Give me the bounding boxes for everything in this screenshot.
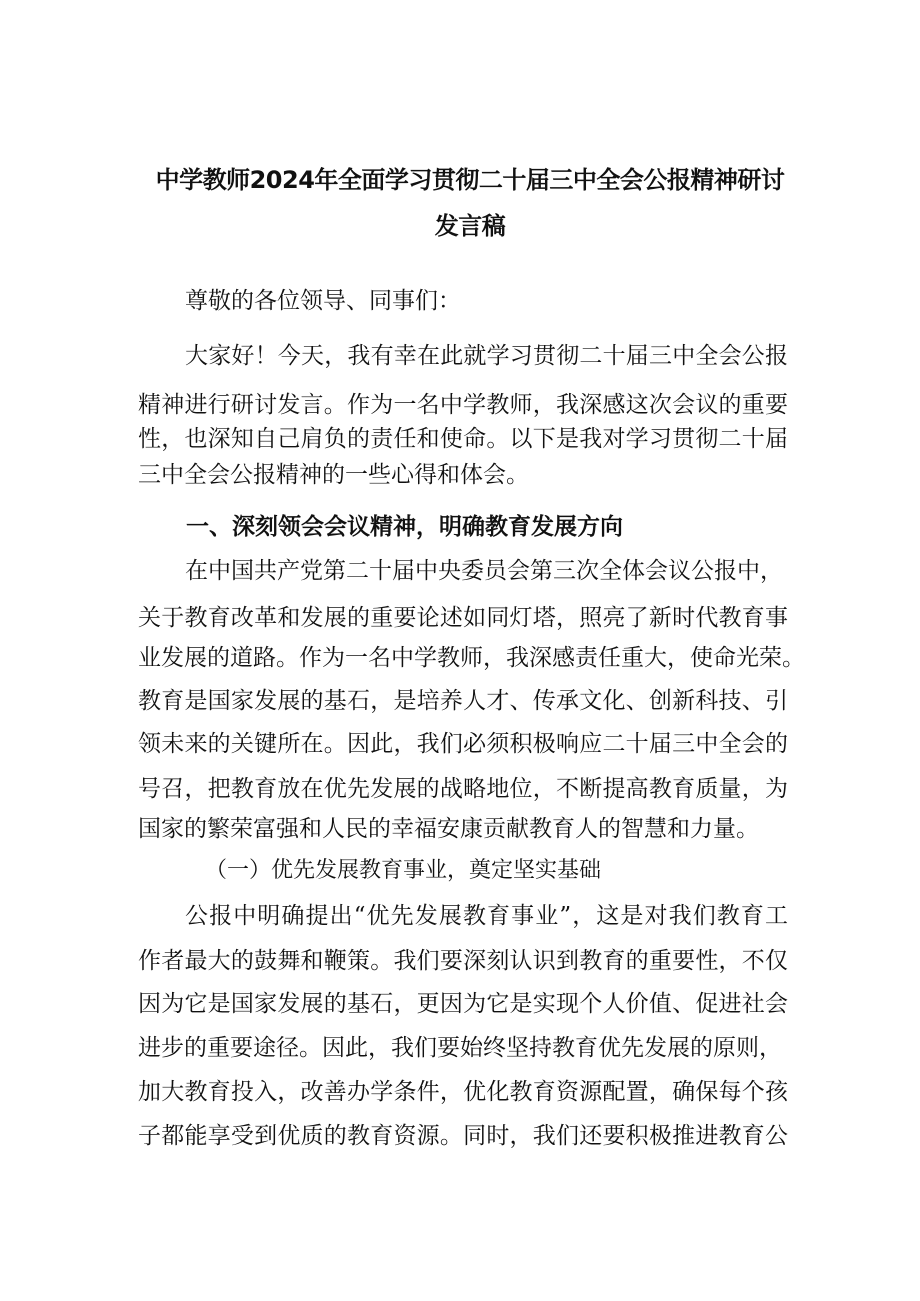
intro-line-1: 大家好！今天，我有幸在此就学习贯彻二十届三中全会公报	[185, 343, 788, 369]
section-1-line-3: 业发展的道路。作为一名中学教师，我深感责任重大，使命光荣。	[138, 645, 805, 671]
intro-line-2: 精神进行研讨发言。作为一名中学教师，我深感这次会议的重要	[138, 392, 788, 418]
salutation: 尊敬的各位领导、同事们：	[185, 288, 461, 314]
section-1-line-4: 教育是国家发展的基石，是培养人才、传承文化、创新科技、引	[138, 688, 788, 714]
subsection-1-line-3: 因为它是国家发展的基石，更因为它是实现个人价值、促进社会	[138, 991, 788, 1017]
intro-line-4: 三中全会公报精神的一些心得和体会。	[138, 462, 529, 488]
section-1-line-7: 国家的繁荣富强和人民的幸福安康贡献教育人的智慧和力量。	[138, 816, 759, 842]
document-title-line-1: 中学教师2024年全面学习贯彻二十届三中全会公报精神研讨	[155, 166, 785, 194]
document-title-line-2: 发言稿	[434, 212, 506, 240]
subsection-1-line-5: 加大教育投入，改善办学条件，优化教育资源配置，确保每个孩	[138, 1079, 788, 1105]
section-1-heading: 一、深刻领会会议精神，明确教育发展方向	[186, 514, 623, 540]
subsection-1-heading: （一）优先发展教育事业，奠定坚实基础	[205, 858, 602, 883]
subsection-1-line-1: 公报中明确提出“优先发展教育事业”，这是对我们教育工	[185, 903, 788, 929]
subsection-1-line-6: 子都能享受到优质的教育资源。同时，我们还要积极推进教育公	[138, 1123, 788, 1149]
intro-line-3: 性，也深知自己肩负的责任和使命。以下是我对学习贯彻二十届	[138, 426, 788, 452]
subsection-1-line-4: 进步的重要途径。因此，我们要始终坚持教育优先发展的原则，	[138, 1035, 782, 1061]
section-1-line-2: 关于教育改革和发展的重要论述如同灯塔，照亮了新时代教育事	[138, 605, 788, 631]
section-1-line-5: 领未来的关键所在。因此，我们必须积极响应二十届三中全会的	[138, 731, 788, 757]
section-1-line-1: 在中国共产党第二十届中央委员会第三次全体会议公报中，	[185, 558, 783, 584]
subsection-1-line-2: 作者最大的鼓舞和鞭策。我们要深刻认识到教育的重要性，不仅	[138, 948, 788, 974]
section-1-line-6: 号召，把教育放在优先发展的战略地位，不断提高教育质量，为	[138, 776, 788, 802]
